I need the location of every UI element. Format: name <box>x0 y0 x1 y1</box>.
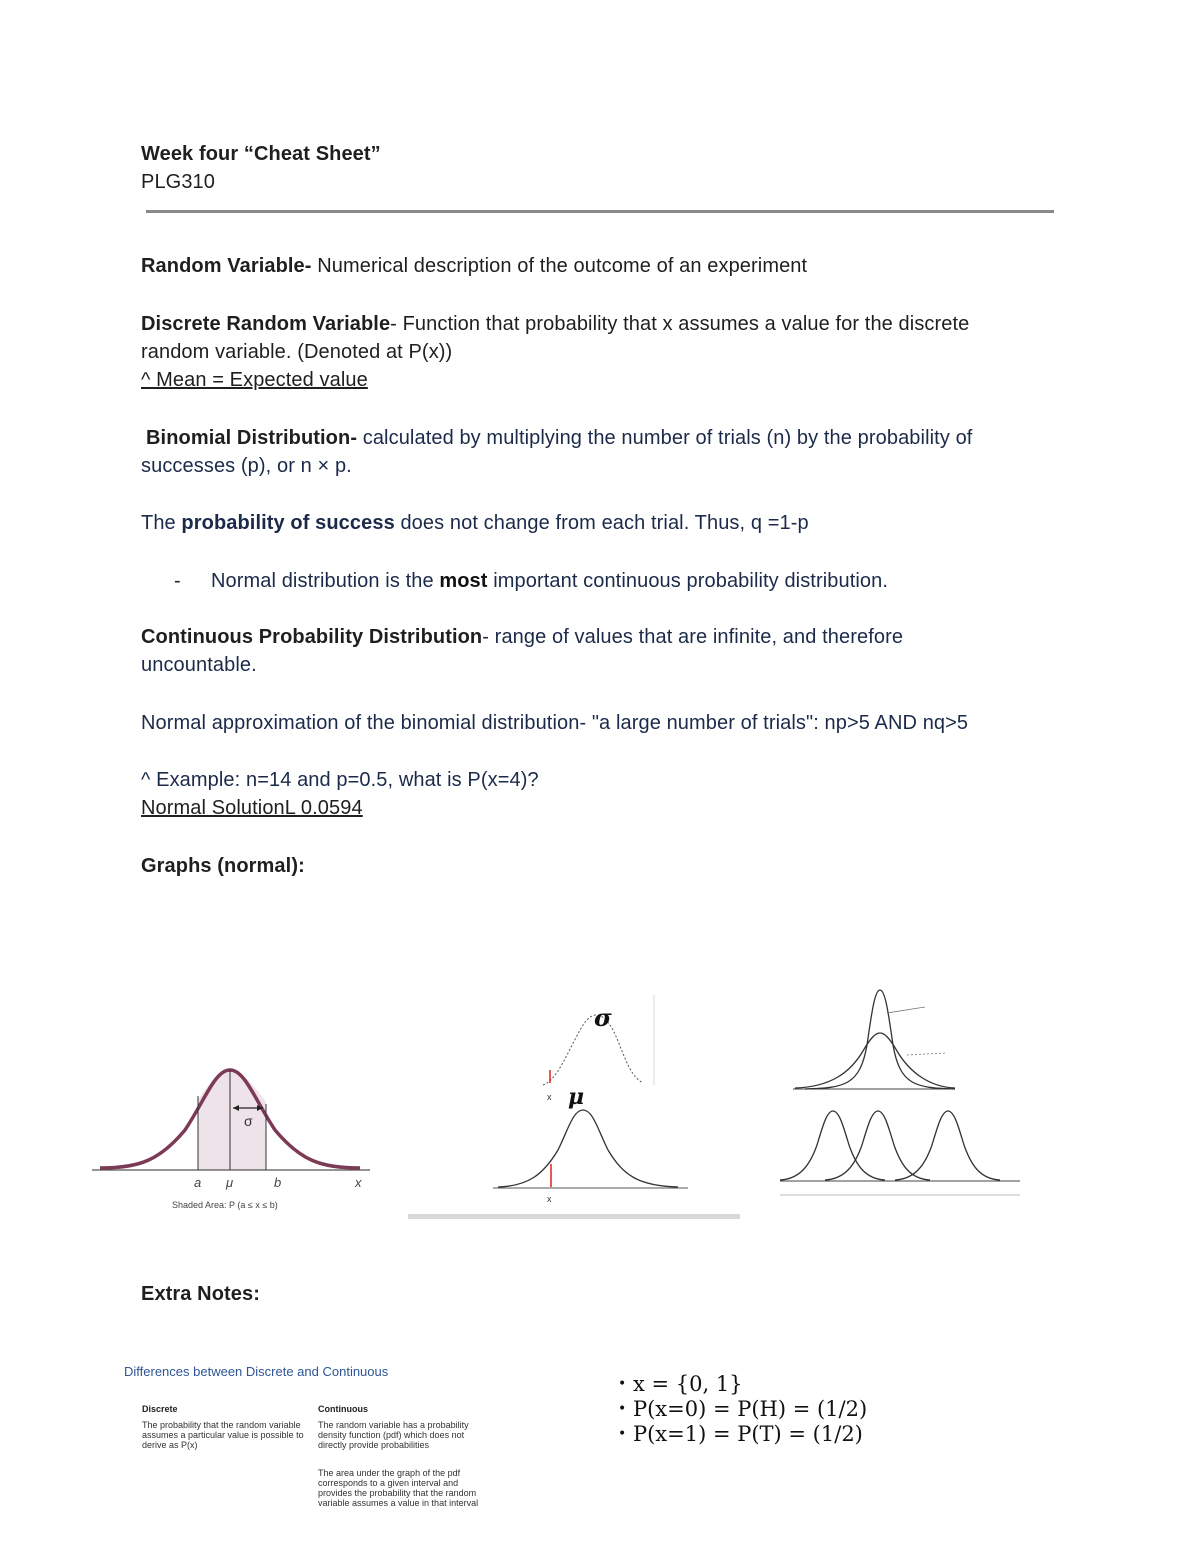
term-most: most <box>439 570 488 592</box>
text-normal-prefix: Normal distribution is the <box>211 570 440 592</box>
bullet-dot: • <box>618 1401 627 1417</box>
discrete-text: The probability that the random variable assumes a particular value is possible to derive as P(x) <box>142 1420 304 1450</box>
table-title: Differences between Discrete and Continuous <box>124 1364 389 1379</box>
image-bottom-border <box>408 1214 740 1219</box>
bullet-dot: • <box>618 1426 627 1442</box>
text-discrete-rv-2: random variable. (Denoted at P(x)) <box>141 341 453 363</box>
term-random-variable: Random Variable- <box>141 255 312 277</box>
def-continuous <box>141 623 903 651</box>
label-x: x <box>355 1175 362 1190</box>
text-normal-suffix: important continuous probability distribution. <box>487 570 889 592</box>
discrete-continuous-table <box>124 1362 504 1522</box>
bullet-text: P(x=0) = P(H) = (1/2) <box>632 1397 868 1421</box>
continuous-text-2: The area under the graph of the pdf corresponds to a given interval and provides the probability that the random variable assumes a value in that interval <box>318 1468 479 1508</box>
term-discrete-rv: Discrete Random Variable <box>141 313 391 335</box>
caption-shaded-area: Shaded Area: P (a ≤ x ≤ b) <box>172 1200 278 1210</box>
tall-curve <box>805 990 955 1089</box>
text-example: ^ Example: n=14 and p=0.5, what is P(x=4)? <box>141 769 539 791</box>
wide-curve <box>795 1033 955 1088</box>
continuous-heading: Continuous <box>318 1404 368 1414</box>
text-random-variable: Numerical description of the outcome of an experiment <box>311 255 808 277</box>
graphs-heading: Graphs (normal): <box>141 855 305 877</box>
extra-notes-heading: Extra Notes: <box>141 1283 261 1305</box>
text-approximation: Normal approximation of the binomial distribution- "a large number of trials": np>5 AND nq>5 <box>141 712 969 734</box>
text-solution: Normal SolutionL 0.0594 <box>141 797 363 819</box>
bullet-dot: • <box>618 1376 627 1392</box>
page-title: Week four “Cheat Sheet” <box>141 143 381 165</box>
bullet-text: x = {0, 1} <box>632 1372 743 1396</box>
def-success <box>141 509 809 537</box>
def-discrete-rv <box>141 310 969 338</box>
shaded-area <box>198 1070 266 1170</box>
text-success-prefix: The <box>141 512 182 534</box>
text-continuous-2: uncountable. <box>141 654 257 676</box>
bullet-text: P(x=1) = P(T) = (1/2) <box>632 1422 863 1446</box>
horizontal-rule <box>146 210 1054 213</box>
text-binomial-2: successes (p), or n × p. <box>141 455 352 477</box>
bullet-dash: - <box>174 570 181 592</box>
curve-right <box>895 1111 1000 1180</box>
term-binomial: Binomial Distribution- <box>146 427 358 449</box>
curve-bottom <box>498 1110 678 1187</box>
label-mu: μ <box>226 1175 234 1190</box>
def-random-variable <box>141 252 807 280</box>
def-normal-bullet <box>211 567 888 595</box>
label-sigma-large: σ <box>594 1003 612 1032</box>
term-success: probability of success <box>181 512 395 534</box>
continuous-text-1: The random variable has a probability density function (pdf) which does not directly provide probabilities <box>318 1420 469 1450</box>
label-b: b <box>274 1175 282 1190</box>
dotted-curve-top <box>543 1015 643 1085</box>
normal-curves-sigma-mu-graph <box>408 990 743 1222</box>
term-continuous: Continuous Probability Distribution <box>141 626 483 648</box>
label-a: a <box>194 1175 202 1190</box>
text-continuous-1: - range of values that are infinite, and therefore <box>482 626 904 648</box>
bullet-item <box>618 1422 918 1447</box>
course-code: PLG310 <box>141 171 215 193</box>
def-binomial <box>146 424 972 452</box>
discrete-heading: Discrete <box>142 1404 178 1414</box>
text-success-suffix: does not change from each trial. Thus, q =1-p <box>394 512 809 534</box>
text-binomial-1: calculated by multiplying the number of trials (n) by the probability of <box>357 427 973 449</box>
label-mu-large: μ <box>568 1084 585 1110</box>
pointer-tall <box>887 1007 925 1013</box>
normal-curve-shaded-graph <box>90 1060 380 1220</box>
note-mean: ^ Mean = Expected value <box>141 369 368 391</box>
pointer-wide <box>907 1053 945 1055</box>
label-x-bottom: x <box>547 1194 552 1204</box>
bullet-item <box>618 1397 918 1422</box>
normal-curves-comparison-graph <box>775 985 1025 1200</box>
bullet-item <box>618 1372 918 1397</box>
coin-toss-bullets <box>618 1372 918 1447</box>
label-sigma: σ <box>244 1113 253 1129</box>
label-x-top: x <box>547 1092 552 1102</box>
text-discrete-rv-1: - Function that probability that x assumes a value for the discrete <box>390 313 970 335</box>
